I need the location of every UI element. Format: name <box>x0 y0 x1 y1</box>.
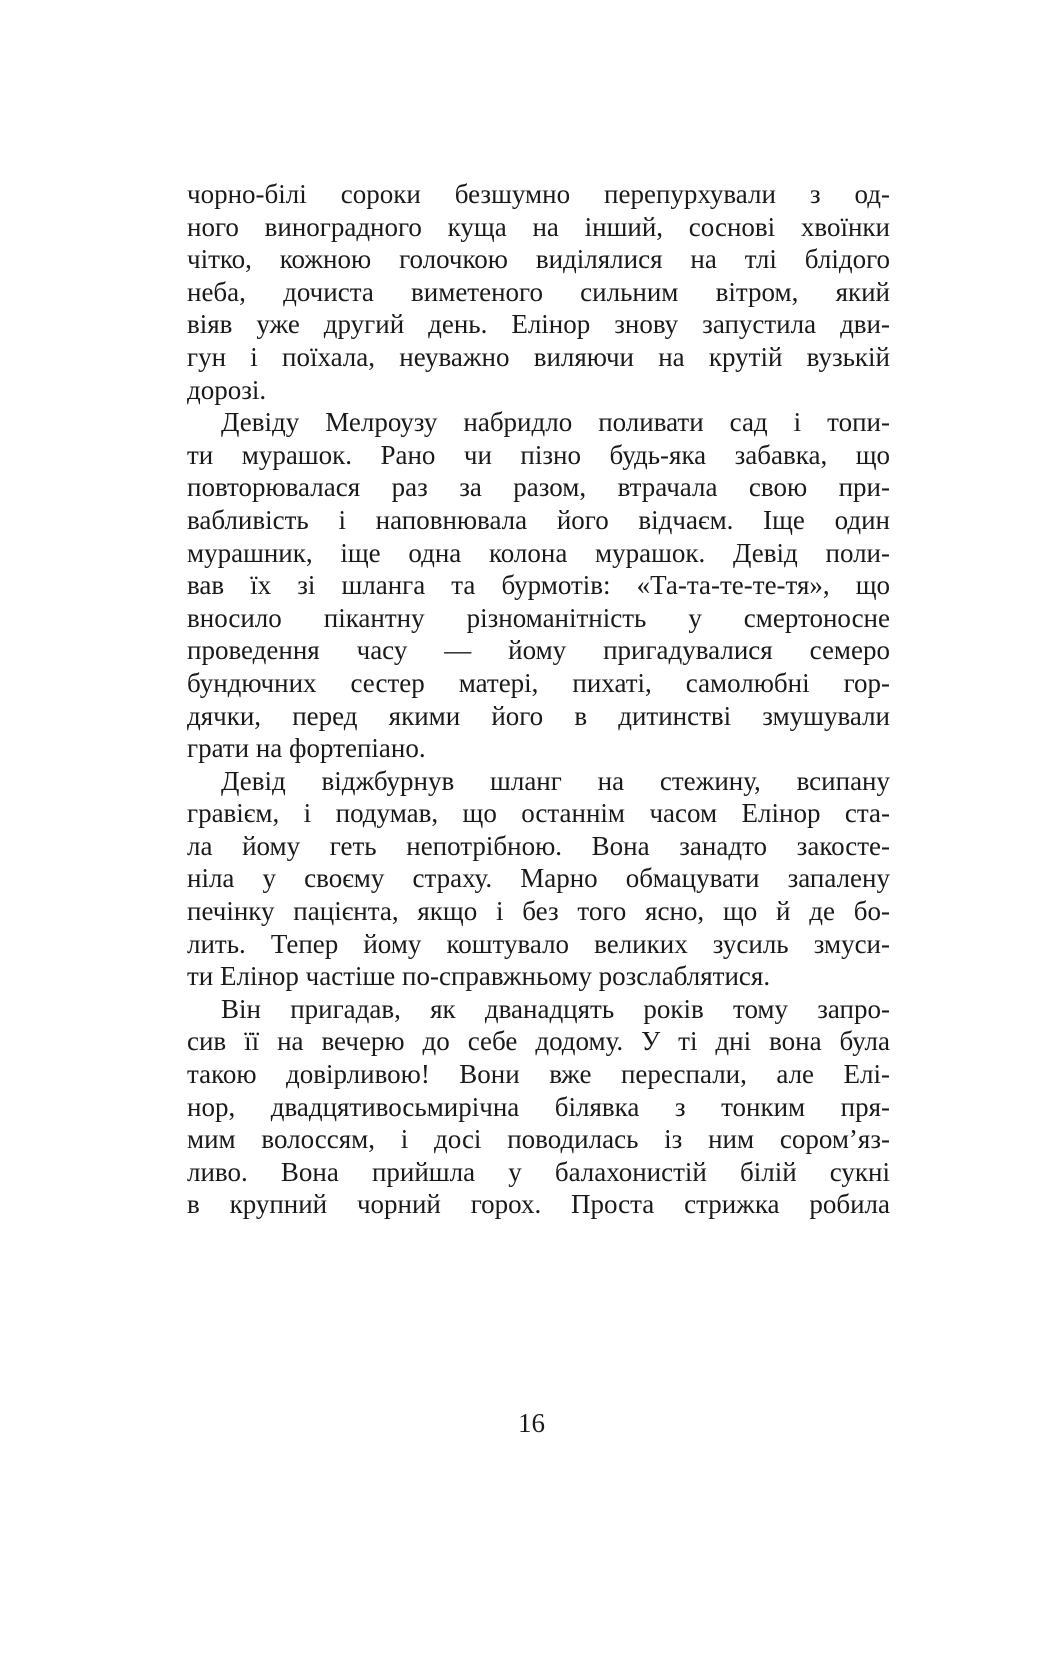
text-line: ти мурашок. Рано чи пізно будь-яка забавка, що <box>187 439 890 470</box>
text-line: дорозі. <box>187 374 267 405</box>
text-line: вабливість і наповнювала його відчаєм. Іще один <box>187 504 890 535</box>
text-line: в крупний чорний горох. Проста стрижка робила <box>187 1189 890 1220</box>
text-line: такою довірливою! Вони вже переспали, але Елі- <box>187 1059 890 1090</box>
text-line: чорно-білі сороки безшумно перепурхували з од- <box>187 179 890 209</box>
paragraph <box>187 406 890 765</box>
text-line: Девід віджбурнув шланг на стежину, всипану <box>221 765 890 796</box>
text-line: лить. Тепер йому коштувало великих зусиль змуси- <box>187 928 890 959</box>
text-line: печінку пацієнта, якщо і без того ясно, що й де бо- <box>187 896 890 927</box>
text-line: Девіду Мелроузу набридло поливати сад і топи- <box>221 407 890 438</box>
text-line: ливо. Вона прийшла у балахонистій білій сукні <box>187 1156 890 1187</box>
text-line: вносило пікантну різноманітність у смертоносне <box>187 602 890 633</box>
page-number: 16 <box>518 1408 545 1438</box>
text-line: ти Елінор частіше по-справжньому розслаблятися. <box>187 961 771 992</box>
text-line: бундючних сестер матері, пихаті, самолюбні гор- <box>187 667 890 698</box>
text-line: дячки, перед якими його в дитинстві змушували <box>187 700 890 731</box>
text-line: віяв уже другий день. Елінор знову запустила дви- <box>187 309 890 340</box>
paragraph <box>187 993 890 1221</box>
text-line: сив її на вечерю до себе додому. У ті дні вона була <box>187 1026 890 1057</box>
text-line: мим волоссям, і досі поводилась із ним сором’яз- <box>187 1124 890 1155</box>
text-line: чітко, кожною голочкою виділялися на тлі блідого <box>187 244 890 275</box>
text-line: повторювалася раз за разом, втрачала свою при- <box>187 472 890 503</box>
text-line: ного виноградного куща на інший, соснові хвоїнки <box>187 211 890 242</box>
text-line: вав їх зі шланга та бурмотів: «Та-та-те-те-тя», що <box>187 570 890 601</box>
text-line: проведення часу — йому пригадувалися семеро <box>187 635 890 666</box>
text-line: мурашник, іще одна колона мурашок. Девід поли- <box>187 537 890 568</box>
paragraph <box>187 765 890 993</box>
paragraph <box>187 178 890 406</box>
text-line: гравієм, і подумав, що останнім часом Елінор ста- <box>187 798 890 829</box>
text-line: ніла у своєму страху. Марно обмацувати запалену <box>187 863 890 894</box>
text-line: неба, дочиста виметеного сильним вітром, який <box>187 276 890 307</box>
text-line: нор, двадцятивосьмирічна білявка з тонким пря- <box>187 1091 890 1122</box>
text-line: ла йому геть непотрібною. Вона занадто закосте- <box>187 830 890 861</box>
text-line: грати на фортепіано. <box>187 733 426 764</box>
body-text <box>187 178 890 1221</box>
text-line: Він пригадав, як дванадцять років тому запро- <box>221 993 890 1024</box>
text-line: гун і поїхала, неуважно виляючи на крутій вузькій <box>187 341 890 372</box>
